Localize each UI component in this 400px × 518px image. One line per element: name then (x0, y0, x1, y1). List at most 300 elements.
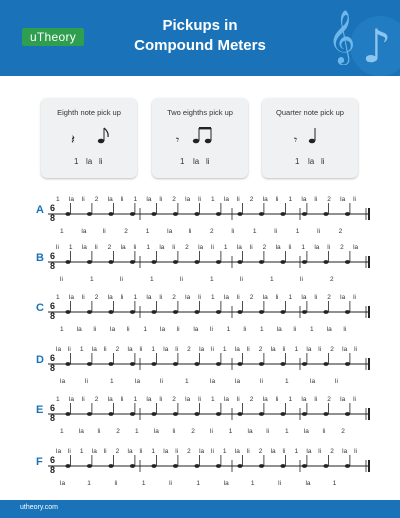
note-icon (302, 455, 307, 468)
count-above: 2 (115, 448, 120, 455)
count-li: li (321, 157, 325, 166)
count-above: la (127, 346, 133, 353)
note-icon (173, 455, 178, 468)
note-icon (151, 251, 156, 264)
count-above: li (282, 346, 286, 353)
count-below: li (293, 326, 297, 333)
quarter-rest-icon: 𝄽 (71, 133, 75, 148)
note-icon (194, 353, 199, 366)
note-icon (259, 301, 264, 314)
note-icon (216, 353, 221, 366)
count-above: li (353, 396, 356, 403)
count-above: 2 (327, 294, 331, 301)
count-above: 1 (133, 294, 138, 301)
count-above: li (133, 244, 137, 251)
time-signature-top: 6 (50, 353, 56, 363)
note-icon (302, 403, 307, 416)
count-below: 1 (196, 480, 200, 487)
note-icon (237, 455, 242, 468)
note-icon (280, 455, 285, 468)
count-above: li (275, 294, 279, 301)
count-above: la (185, 196, 191, 203)
count-above: li (236, 294, 240, 301)
count-below: li (240, 276, 243, 283)
count-below: la (167, 228, 173, 235)
count-above: li (198, 396, 201, 403)
card-title: Eighth note pick up (57, 108, 121, 117)
rhythm-staff (0, 194, 400, 238)
count-above: 2 (330, 346, 334, 353)
exercise-label: B (36, 252, 44, 264)
count-above: la (306, 346, 312, 353)
count-above: 1 (294, 448, 299, 455)
count-below: li (322, 428, 326, 435)
note-icon (194, 301, 199, 314)
note-icon (151, 403, 156, 416)
count-above: li (120, 294, 124, 301)
eighth-rest-icon: 𝄾 (176, 133, 180, 147)
count-below: 1 (110, 378, 114, 385)
count-below: li (231, 228, 235, 235)
svg-text:𝄞: 𝄞 (328, 9, 356, 63)
count-below: li (180, 276, 183, 283)
count-below: 1 (260, 326, 264, 333)
exercise-label: A (36, 204, 44, 216)
count-above: 1 (79, 448, 84, 455)
count-above: li (354, 346, 357, 353)
note-icon (87, 203, 92, 216)
count-above: la (275, 244, 281, 251)
note-icon (237, 301, 242, 314)
count-la: la (193, 157, 200, 166)
count-above: li (103, 448, 107, 455)
note-icon (216, 301, 221, 314)
note-icon (130, 403, 135, 416)
count-below: 1 (60, 428, 64, 435)
count-above: la (342, 346, 348, 353)
count-above: li (353, 196, 356, 203)
time-signature-bottom: 8 (50, 261, 56, 271)
count-above: 1 (211, 196, 215, 203)
card-quarter-pickup (262, 98, 358, 178)
note-icon (173, 353, 178, 366)
count-below: la (160, 326, 166, 333)
count-below: 2 (124, 228, 128, 235)
count-below: 1 (250, 480, 255, 487)
count-la: la (308, 157, 315, 166)
count-below: la (326, 326, 332, 333)
eighth-rest-icon: 𝄾 (294, 133, 298, 147)
note-icon (323, 301, 328, 314)
count-above: 2 (94, 396, 99, 403)
count-above: li (354, 448, 357, 455)
note-icon (87, 301, 92, 314)
note-icon (108, 301, 113, 314)
note-icon (323, 203, 328, 216)
count-below: 2 (116, 428, 120, 435)
count-above: li (198, 294, 201, 301)
count-below: li (85, 378, 88, 385)
note-icon (173, 203, 178, 216)
count-below: 1 (210, 276, 214, 283)
note-icon (151, 455, 156, 468)
count-below: li (317, 228, 321, 235)
note-icon (302, 353, 307, 366)
note-icon (345, 203, 350, 216)
count-below: li (93, 326, 97, 333)
note-icon (345, 455, 350, 468)
count-above: li (56, 244, 59, 251)
count-below: 1 (332, 480, 337, 487)
count-above: la (91, 448, 97, 455)
count-above: 1 (133, 196, 138, 203)
svg-text:♪: ♪ (362, 19, 392, 73)
count-above: li (236, 396, 240, 403)
count-above: li (314, 196, 318, 203)
note-icon (87, 455, 92, 468)
header-banner (0, 0, 400, 76)
count-above: la (340, 294, 346, 301)
count-above: 1 (151, 346, 156, 353)
count-below: li (188, 228, 192, 235)
note-icon (130, 203, 135, 216)
count-above: la (107, 196, 113, 203)
note-icon (280, 251, 285, 264)
note-icon (302, 251, 307, 264)
count-above: la (199, 448, 205, 455)
note-icon (130, 251, 135, 264)
count-above: 1 (301, 244, 306, 251)
count-above: la (56, 346, 62, 353)
count-below: li (278, 480, 282, 487)
count-above: 1 (288, 196, 293, 203)
count-above: 1 (211, 294, 215, 301)
count-above: li (275, 396, 279, 403)
note-icon (87, 403, 92, 416)
note-icon (65, 203, 70, 216)
count-above: li (211, 448, 214, 455)
note-icon (259, 403, 264, 416)
count-below: la (60, 378, 66, 385)
note-icon (173, 301, 178, 314)
count-above: li (236, 196, 240, 203)
exercise-row (0, 344, 400, 388)
note-icon (280, 301, 285, 314)
count-above: la (198, 244, 204, 251)
final-barline (368, 358, 370, 370)
count-below: la (235, 378, 241, 385)
count-below: li (243, 326, 247, 333)
count-above: 1 (68, 244, 73, 251)
count-above: 2 (172, 396, 176, 403)
count-below: 1 (143, 326, 147, 333)
count-above: la (262, 396, 268, 403)
card-two-eighths-pickup (152, 98, 248, 178)
count-above: 2 (330, 448, 334, 455)
count-1: 1 (180, 157, 185, 166)
count-above: la (236, 244, 242, 251)
count-above: la (223, 294, 229, 301)
exercise-row (0, 242, 400, 286)
count-above: la (270, 346, 276, 353)
count-below: la (153, 428, 159, 435)
count-above: li (318, 346, 322, 353)
count-above: li (282, 448, 286, 455)
count-above: li (81, 196, 85, 203)
footer-url[interactable]: utheory.com (20, 504, 58, 511)
count-below: la (193, 326, 199, 333)
note-icon (173, 251, 178, 264)
note-icon (323, 251, 328, 264)
count-below: 1 (295, 228, 300, 235)
count-above: 1 (56, 294, 60, 301)
count-above: 2 (258, 346, 263, 353)
count-above: 1 (223, 244, 228, 251)
exercise-row (0, 394, 400, 438)
exercise-label: F (36, 456, 43, 468)
note-icon (345, 301, 350, 314)
count-below: la (76, 326, 82, 333)
count-below: la (310, 378, 316, 385)
count-below: 1 (252, 228, 257, 235)
note-icon (345, 353, 350, 366)
count-above: 2 (249, 294, 254, 301)
note-icon (108, 455, 113, 468)
note-icon (130, 353, 135, 366)
count-above: li (275, 196, 279, 203)
count-above: li (172, 244, 176, 251)
count-above: la (185, 396, 191, 403)
count-below: la (223, 480, 229, 487)
note-icon (87, 251, 92, 264)
count-above: la (306, 448, 312, 455)
count-above: li (318, 448, 322, 455)
count-above: 2 (340, 244, 344, 251)
count-below: li (210, 428, 213, 435)
rhythm-staff (0, 394, 400, 438)
count-above: li (159, 396, 163, 403)
count-below: 2 (191, 428, 195, 435)
note-icon (65, 403, 70, 416)
count-above: la (56, 448, 62, 455)
note-icon (151, 203, 156, 216)
note-icon (194, 203, 199, 216)
count-below: 1 (135, 428, 139, 435)
time-signature-top: 6 (50, 251, 56, 261)
count-above: li (120, 396, 124, 403)
count-above: 2 (115, 346, 120, 353)
count-below: li (160, 378, 163, 385)
note-icon (323, 353, 328, 366)
time-signature-bottom: 8 (50, 363, 56, 373)
count-above: la (120, 244, 126, 251)
count-below: la (305, 480, 311, 487)
count-below: li (114, 480, 118, 487)
count-above: la (68, 196, 74, 203)
count-la: la (86, 157, 93, 166)
note-icon (65, 251, 70, 264)
count-below: 2 (210, 228, 214, 235)
eighth-note-icon (98, 128, 108, 143)
note-icon (216, 403, 221, 416)
time-signature-bottom: 8 (50, 465, 56, 475)
card-notation (152, 122, 248, 178)
exercise-row (0, 292, 400, 336)
count-above: li (288, 244, 292, 251)
count-above: la (146, 196, 152, 203)
exercise-row (0, 446, 400, 490)
count-above: la (270, 448, 276, 455)
time-signature-bottom: 8 (50, 213, 56, 223)
count-above: la (301, 294, 307, 301)
note-icon (87, 353, 92, 366)
count-below: li (210, 326, 213, 333)
title-line-2: Compound Meters (134, 37, 266, 54)
count-above: la (262, 294, 268, 301)
count-above: li (353, 294, 356, 301)
count-below: la (110, 326, 116, 333)
time-signature-bottom: 8 (50, 311, 56, 321)
count-below: li (343, 326, 347, 333)
count-below: 1 (145, 228, 150, 235)
count-above: 2 (172, 196, 176, 203)
pickup-cards (0, 98, 400, 180)
count-above: li (103, 346, 107, 353)
note-icon (280, 353, 285, 366)
note-icon (345, 251, 350, 264)
count-below: li (120, 276, 123, 283)
count-above: li (159, 196, 163, 203)
count-above: la (353, 244, 359, 251)
count-below: 1 (185, 378, 189, 385)
count-above: 2 (249, 396, 254, 403)
count-below: li (60, 276, 63, 283)
card-notation (41, 122, 137, 178)
note-icon (280, 403, 285, 416)
count-above: li (211, 244, 214, 251)
count-below: li (266, 428, 270, 435)
count-below: la (247, 428, 253, 435)
count-below: 1 (87, 480, 91, 487)
count-1: 1 (295, 157, 300, 166)
count-below: 1 (60, 326, 64, 333)
count-below: 1 (226, 326, 231, 333)
note-icon (237, 353, 242, 366)
note-icon (130, 455, 135, 468)
count-above: 1 (146, 244, 151, 251)
final-barline (368, 306, 370, 318)
count-above: 1 (211, 396, 215, 403)
count-above: la (314, 244, 320, 251)
count-below: 2 (338, 228, 343, 235)
count-li: li (206, 157, 210, 166)
count-above: 2 (94, 294, 99, 301)
note-icon (65, 455, 70, 468)
count-below: 1 (141, 480, 146, 487)
note-icon (108, 203, 113, 216)
time-signature-top: 6 (50, 203, 56, 213)
note-icon (194, 455, 199, 468)
note-icon (259, 203, 264, 216)
count-above: la (234, 448, 240, 455)
count-above: li (198, 196, 201, 203)
count-below: 2 (330, 276, 334, 283)
count-below: la (135, 378, 141, 385)
note-icon (259, 455, 264, 468)
note-icon (108, 353, 113, 366)
count-above: la (68, 396, 74, 403)
note-icon (216, 203, 221, 216)
count-above: 2 (185, 244, 189, 251)
count-above: 1 (288, 396, 293, 403)
count-above: la (340, 196, 346, 203)
note-icon (323, 403, 328, 416)
card-title: Two eighths pick up (167, 108, 233, 117)
note-icon (130, 301, 135, 314)
count-above: 1 (222, 346, 227, 353)
count-above: li (67, 448, 71, 455)
note-icon (302, 203, 307, 216)
card-notation (262, 122, 358, 178)
count-above: 2 (172, 294, 176, 301)
note-icon (259, 353, 264, 366)
count-above: 2 (262, 244, 267, 251)
count-above: 1 (56, 396, 60, 403)
count-below: li (172, 428, 176, 435)
count-below: la (276, 326, 282, 333)
note-icon (345, 403, 350, 416)
count-below: li (169, 480, 172, 487)
note-icon (151, 301, 156, 314)
note-icon (173, 403, 178, 416)
count-below: 1 (228, 428, 233, 435)
note-icon (259, 251, 264, 264)
count-above: li (81, 294, 85, 301)
count-above: li (120, 196, 124, 203)
note-icon (151, 353, 156, 366)
count-below: la (210, 378, 216, 385)
rhythm-staff (0, 344, 400, 388)
count-above: la (340, 396, 346, 403)
count-li: li (99, 157, 103, 166)
note-icon (237, 251, 242, 264)
count-above: li (139, 448, 143, 455)
count-above: la (163, 346, 169, 353)
count-above: li (249, 244, 253, 251)
count-above: la (159, 244, 165, 251)
note-icon (108, 403, 113, 416)
count-above: li (246, 346, 250, 353)
count-below: li (260, 378, 263, 385)
count-1: 1 (74, 157, 79, 166)
time-signature-top: 6 (50, 455, 56, 465)
note-icon (194, 403, 199, 416)
time-signature-bottom: 8 (50, 413, 56, 423)
count-above: li (67, 346, 71, 353)
count-above: li (314, 396, 318, 403)
note-icon (65, 353, 70, 366)
count-above: li (246, 448, 250, 455)
count-above: 1 (288, 294, 293, 301)
exercise-row (0, 194, 400, 238)
count-below: li (126, 326, 130, 333)
utheory-logo[interactable]: uTheory (22, 28, 84, 46)
count-below: 1 (285, 428, 289, 435)
count-above: la (68, 294, 74, 301)
final-barline (368, 208, 370, 220)
note-icon (216, 455, 221, 468)
count-below: li (335, 378, 338, 385)
